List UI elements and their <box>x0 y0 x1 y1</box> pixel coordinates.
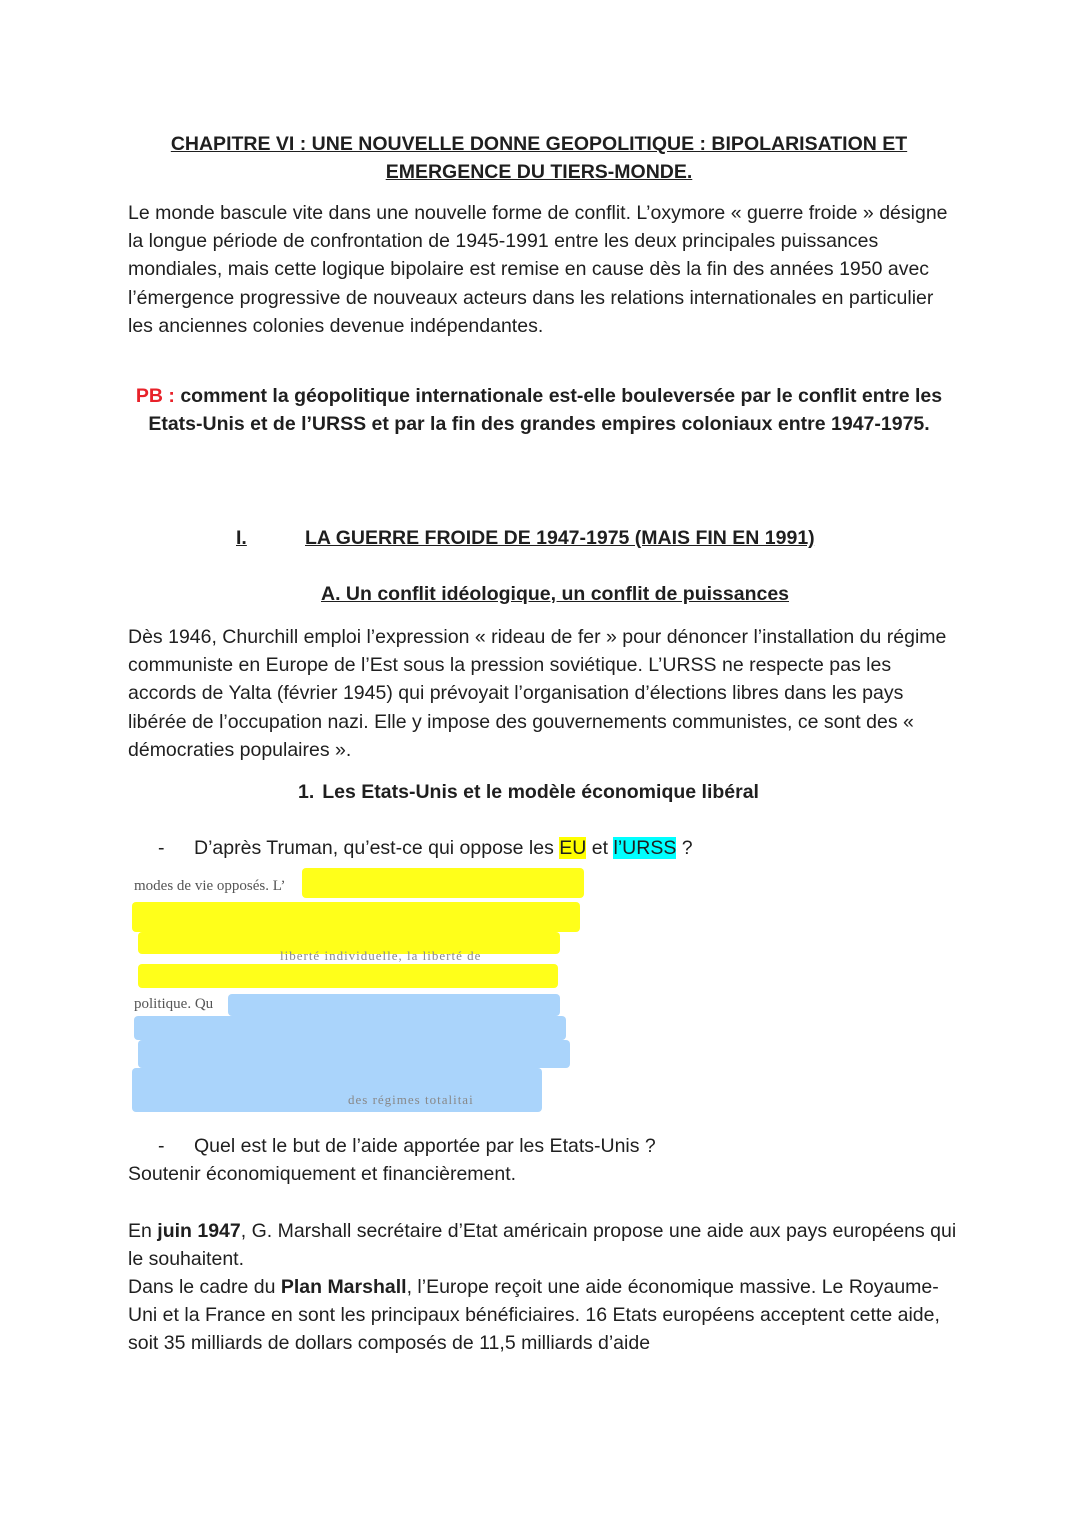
marshall-date: juin 1947 <box>157 1220 241 1242</box>
section-1-heading <box>236 525 815 551</box>
section-1-number: I. <box>236 527 247 549</box>
plan-marshall: Plan Marshall <box>280 1276 407 1298</box>
problem-text: comment la géopolitique internationale est-elle bouleversée par le conflit entre les Etats-Unis et de l’URSS et par la fin des grandes empires coloniaux entre 1947-1975. <box>148 385 943 436</box>
problem-statement <box>128 382 950 438</box>
scan-line-3: politique. Qu <box>134 996 214 1012</box>
bullet-dash: - <box>158 1135 165 1157</box>
chapter-title: CHAPITRE VI : UNE NOUVELLE DONNE GEOPOLITIQUE : BIPOLARISATION ET EMERGENCE DU TIERS-MONDE. <box>170 133 908 183</box>
marshall-p1-pre: En <box>128 1220 158 1242</box>
subsection-1-title: Les Etats-Unis et le modèle économique libéral <box>322 781 759 803</box>
highlight-eu: EU <box>559 837 587 859</box>
bullet-dash: - <box>158 837 165 859</box>
problem-label: PB : <box>135 385 175 407</box>
scan-line-1: modes de vie opposés. L’ <box>134 878 286 894</box>
question-1-after: ? <box>676 837 693 859</box>
question-2 <box>158 1133 656 1159</box>
yellow-marker <box>132 902 580 932</box>
scanned-excerpt <box>130 868 590 1116</box>
section-1-title: LA GUERRE FROIDE DE 1947-1975 (MAIS FIN EN 1991) <box>305 527 815 549</box>
marshall-p1-post: , G. Marshall secrétaire d’Etat américain propose une aide aux pays européens qui le souhaitent. <box>128 1220 957 1271</box>
marshall-p2-post: , l’Europe reçoit une aide économique massive. Le Royaume-Uni et la France en sont les principaux bénéficiaires. 16 Etats européens acceptent cette aide, soit 35 milliards de dollars composés de 11,5 milliards d’aide <box>128 1276 940 1355</box>
blue-marker <box>134 1016 566 1040</box>
question-1-before: D’après Truman, qu’est-ce qui oppose les <box>194 837 560 859</box>
intro-paragraph: Le monde bascule vite dans une nouvelle forme de conflit. L’oxymore « guerre froide » désigne la longue période de confrontation de 1945-1991 entre les deux principales puissances mondiales, mais cette logique bipolaire est remise en cause dès la fin des années 1950 avec l’émergence progressive de nouveaux acteurs dans les relations internationales en particulier les anciennes colonies devenue indépendantes. <box>128 202 948 337</box>
yellow-marker <box>302 868 584 898</box>
marshall-p2-pre: Dans le cadre du <box>128 1276 281 1298</box>
paragraph-a: Dès 1946, Churchill emploi l’expression « rideau de fer » pour dénoncer l’installation du régime communiste en Europe de l’Est sous la pression soviétique. L’URSS ne respecte pas les accords de Yalta (février 1945) qui prévoyait l’organisation d’élections libres dans les pays libérée de l’occupation nazi. Elle y impose des gouvernements communistes, ce sont des « démocraties populaires ». <box>128 626 947 761</box>
yellow-marker <box>138 964 558 988</box>
question-2-text: Quel est le but de l’aide apportée par les Etats-Unis ? <box>194 1135 656 1157</box>
scan-line-2: liberté individuelle, la liberté de <box>280 948 482 963</box>
blue-marker <box>228 994 560 1016</box>
subsection-1-heading <box>298 779 759 805</box>
question-1-middle: et <box>586 837 614 859</box>
marshall-paragraph-2 <box>128 1273 958 1358</box>
blue-marker <box>138 1040 570 1068</box>
answer-2: Soutenir économiquement et financièrement. <box>128 1163 517 1185</box>
scan-line-4: des régimes totalitai <box>348 1092 474 1107</box>
marshall-paragraph-1 <box>128 1217 958 1273</box>
question-1 <box>158 835 693 861</box>
subsection-1-number: 1. <box>298 781 315 803</box>
blue-marker <box>132 1068 542 1112</box>
highlight-urss: l’URSS <box>613 837 677 859</box>
subsection-a-heading: A. Un conflit idéologique, un conflit de puissances <box>320 583 790 605</box>
